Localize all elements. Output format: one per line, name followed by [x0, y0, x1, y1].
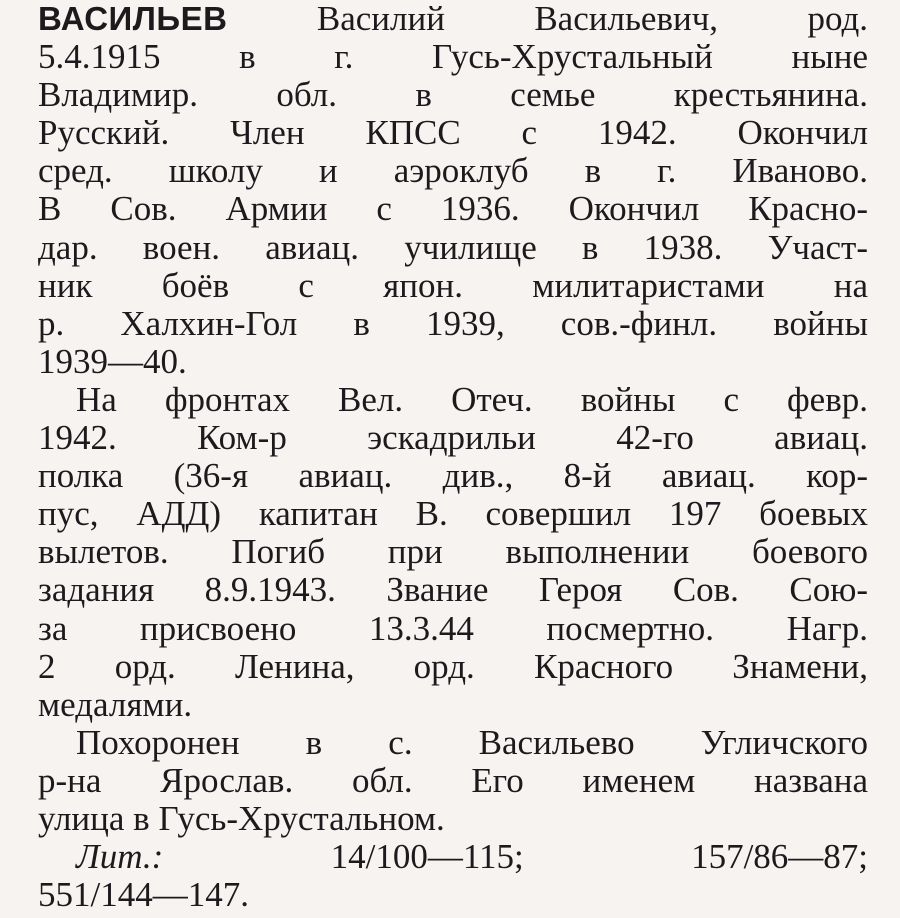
entry-line-7: дар. воен. авиац. училище в 1938. Участ- — [38, 227, 868, 267]
entry-line-10: 1939—40. — [38, 341, 187, 381]
entry-line-4: Русский. Член КПСС с 1942. Окончил — [38, 113, 868, 153]
entry-surname: ВАСИЛЬЕВ — [38, 0, 228, 37]
entry-line-20: Похоронен в с. Васильево Угличского — [76, 722, 868, 762]
entry-line-11: На фронтах Вел. Отеч. войны с февр. — [76, 379, 868, 419]
entry-line-12: 1942. Ком-р эскадрильи 42-го авиац. — [38, 418, 868, 458]
entry-line-9: р. Халхин-Гол в 1939, сов.-финл. войны — [38, 303, 868, 343]
entry-line-22: улица в Гусь-Хрустальном. — [38, 798, 445, 838]
entry-line-3: Владимир. обл. в семье крестьянина. — [38, 75, 868, 115]
literature-ref-2: 157/86—87; — [691, 837, 869, 877]
entry-line-17: за присвоено 13.3.44 посмертно. Нагр. — [38, 608, 868, 648]
biography-entry — [38, 0, 868, 914]
entry-line-21: р-на Ярослав. обл. Его именем названа — [38, 760, 868, 800]
literature-line-2: 551/144—147. — [38, 875, 249, 915]
entry-line-2: 5.4.1915 в г. Гусь-Хрустальный ныне — [38, 37, 868, 77]
entry-line-16: задания 8.9.1943. Звание Героя Сов. Сою- — [38, 570, 868, 610]
entry-line-18: 2 орд. Ленина, орд. Красного Знамени, — [38, 646, 868, 686]
literature-ref-1: 14/100—115; — [330, 837, 524, 877]
literature-label: Лит.: — [76, 837, 164, 877]
entry-name-rest: Василий Васильевич, род. — [316, 0, 869, 38]
entry-line-1 — [38, 0, 868, 38]
entry-line-8: ник боёв с япон. милитаристами на — [38, 265, 868, 305]
entry-line-5: сред. школу и аэроклуб в г. Иваново. — [38, 151, 868, 191]
entry-line-14: пус, АДД) капитан В. совершил 197 боевых — [38, 494, 868, 534]
entry-line-15: вылетов. Погиб при выполнении боевого — [38, 532, 868, 572]
entry-line-13: полка (36-я авиац. див., 8-й авиац. кор- — [38, 456, 868, 496]
literature-line — [38, 838, 868, 876]
entry-line-6: В Сов. Армии с 1936. Окончил Красно- — [38, 189, 868, 229]
entry-line-19: медалями. — [38, 684, 193, 724]
